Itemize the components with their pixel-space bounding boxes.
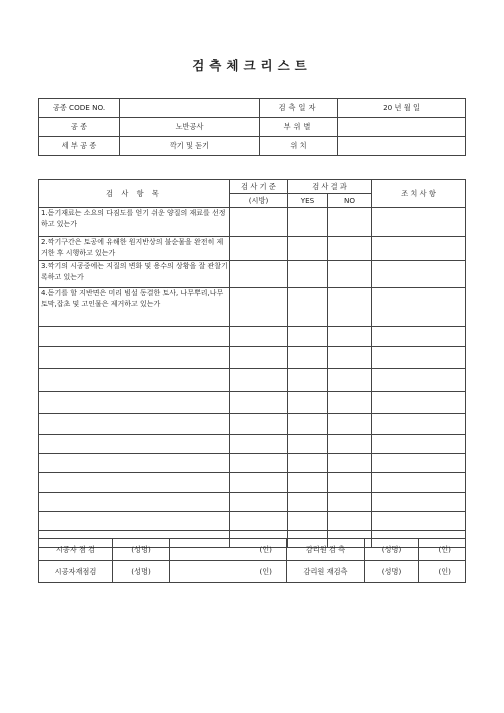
subtrade-field[interactable]: 깍기 및 돋기 — [120, 137, 260, 156]
blank-row-cell[interactable] — [39, 512, 230, 531]
checklist-item-3: 3.깍기의 시공중에는 지질의 변화 및 용수의 상황을 잘 관찰기록하고 있는가 — [39, 261, 230, 288]
supervisor-recheck-label: 감리원 재검측 — [287, 561, 365, 583]
col-no-header: NO — [328, 194, 372, 208]
blank-row-cell[interactable] — [288, 414, 328, 435]
blank-row-cell[interactable] — [230, 435, 288, 454]
blank-row-cell[interactable] — [288, 454, 328, 473]
no-cell[interactable] — [328, 288, 372, 327]
blank-row-cell[interactable] — [372, 369, 466, 392]
standard-cell[interactable] — [230, 261, 288, 288]
no-cell[interactable] — [328, 261, 372, 288]
blank-row-cell[interactable] — [372, 454, 466, 473]
blank-row-cell[interactable] — [328, 435, 372, 454]
header-table — [38, 98, 466, 156]
standard-cell[interactable] — [230, 288, 288, 327]
code-label: 공종 CODE NO. — [39, 99, 120, 118]
yes-cell[interactable] — [288, 288, 328, 327]
code-field[interactable] — [120, 99, 260, 118]
blank-row-cell[interactable] — [230, 512, 288, 531]
col-method-header: (시방) — [230, 194, 288, 208]
part-field[interactable] — [338, 118, 466, 137]
blank-row-cell[interactable] — [328, 369, 372, 392]
name-label: (성명) — [113, 561, 170, 583]
no-cell[interactable] — [328, 208, 372, 237]
blank-row-cell[interactable] — [372, 493, 466, 512]
blank-row-cell[interactable] — [328, 473, 372, 493]
blank-row-cell[interactable] — [230, 327, 288, 347]
yes-cell[interactable] — [288, 261, 328, 288]
contractor-check-label: 시공자 점 검 — [39, 539, 113, 561]
checklist-table — [38, 179, 466, 548]
name-label: (성명) — [365, 561, 419, 583]
seal-field[interactable]: (인) — [170, 561, 287, 583]
page-title: 검측체크리스트 — [192, 58, 312, 73]
blank-row-cell[interactable] — [230, 392, 288, 414]
subtrade-label: 세 부 공 종 — [39, 137, 120, 156]
action-cell[interactable] — [372, 208, 466, 237]
blank-row-cell[interactable] — [39, 473, 230, 493]
blank-row-cell[interactable] — [230, 493, 288, 512]
col-action-header: 조 치 사 항 — [372, 180, 466, 208]
col-item-header: 검 사 항 목 — [39, 180, 230, 208]
action-cell[interactable] — [372, 288, 466, 327]
standard-cell[interactable] — [230, 237, 288, 261]
blank-row-cell[interactable] — [328, 454, 372, 473]
supervisor-check-label: 감리원 검 측 — [287, 539, 365, 561]
blank-row-cell[interactable] — [328, 347, 372, 369]
blank-row-cell[interactable] — [328, 414, 372, 435]
blank-row-cell[interactable] — [372, 392, 466, 414]
blank-row-cell[interactable] — [372, 327, 466, 347]
blank-row-cell[interactable] — [39, 392, 230, 414]
seal-field[interactable]: (인) — [419, 539, 466, 561]
col-result-header: 검 사 결 과 — [288, 180, 372, 194]
location-field[interactable] — [338, 137, 466, 156]
blank-row-cell[interactable] — [288, 473, 328, 493]
blank-row-cell[interactable] — [372, 435, 466, 454]
blank-row-cell[interactable] — [39, 493, 230, 512]
blank-row-cell[interactable] — [288, 392, 328, 414]
blank-row-cell[interactable] — [230, 347, 288, 369]
blank-row-cell[interactable] — [372, 347, 466, 369]
blank-row-cell[interactable] — [230, 473, 288, 493]
blank-row-cell[interactable] — [39, 414, 230, 435]
blank-row-cell[interactable] — [372, 473, 466, 493]
blank-row-cell[interactable] — [328, 493, 372, 512]
action-cell[interactable] — [372, 261, 466, 288]
col-yes-header: YES — [288, 194, 328, 208]
blank-row-cell[interactable] — [372, 414, 466, 435]
blank-row-cell[interactable] — [328, 512, 372, 531]
contractor-recheck-label: 시공자재점검 — [39, 561, 113, 583]
action-cell[interactable] — [372, 237, 466, 261]
part-label: 부위별 — [260, 118, 338, 137]
blank-row-cell[interactable] — [39, 369, 230, 392]
checklist-item-1: 1.돋기재료는 소요의 다짐도를 얻기 쉬운 양질의 재료를 선정하고 있는가 — [39, 208, 230, 237]
blank-row-cell[interactable] — [288, 369, 328, 392]
blank-row-cell[interactable] — [39, 347, 230, 369]
blank-row-cell[interactable] — [328, 327, 372, 347]
blank-row-cell[interactable] — [288, 327, 328, 347]
blank-row-cell[interactable] — [230, 369, 288, 392]
date-label: 검측일자 — [260, 99, 338, 118]
trade-label: 공 종 — [39, 118, 120, 137]
date-field[interactable]: 20 년 월 일 — [338, 99, 466, 118]
seal-field[interactable]: (인) — [170, 539, 287, 561]
col-standard-header: 검 사 기 준 — [230, 180, 288, 194]
blank-row-cell[interactable] — [230, 414, 288, 435]
seal-field[interactable]: (인) — [419, 561, 466, 583]
blank-row-cell[interactable] — [288, 347, 328, 369]
no-cell[interactable] — [328, 237, 372, 261]
checklist-item-4: 4.돋기를 할 지반면은 미리 빔설 동결한 토사, 나무뿌리,나무토막,잡초 및 고인물은 제거하고 있는가 — [39, 288, 230, 327]
blank-row-cell[interactable] — [372, 512, 466, 531]
blank-row-cell[interactable] — [39, 454, 230, 473]
blank-row-cell[interactable] — [230, 454, 288, 473]
blank-row-cell[interactable] — [288, 435, 328, 454]
blank-row-cell[interactable] — [39, 435, 230, 454]
name-label: (성명) — [113, 539, 170, 561]
location-label: 위 치 — [260, 137, 338, 156]
yes-cell[interactable] — [288, 208, 328, 237]
trade-field[interactable]: 노반공사 — [120, 118, 260, 137]
blank-row-cell[interactable] — [328, 392, 372, 414]
blank-row-cell[interactable] — [39, 327, 230, 347]
checklist-item-2: 2.깍기구간은 토공에 유해한 원지반상의 불순물을 완전히 제거한 후 시행하고 있는가 — [39, 237, 230, 261]
signoff-table — [38, 538, 466, 583]
name-label: (성명) — [365, 539, 419, 561]
yes-cell[interactable] — [288, 237, 328, 261]
blank-row-cell[interactable] — [288, 512, 328, 531]
standard-cell[interactable] — [230, 208, 288, 237]
blank-row-cell[interactable] — [288, 493, 328, 512]
